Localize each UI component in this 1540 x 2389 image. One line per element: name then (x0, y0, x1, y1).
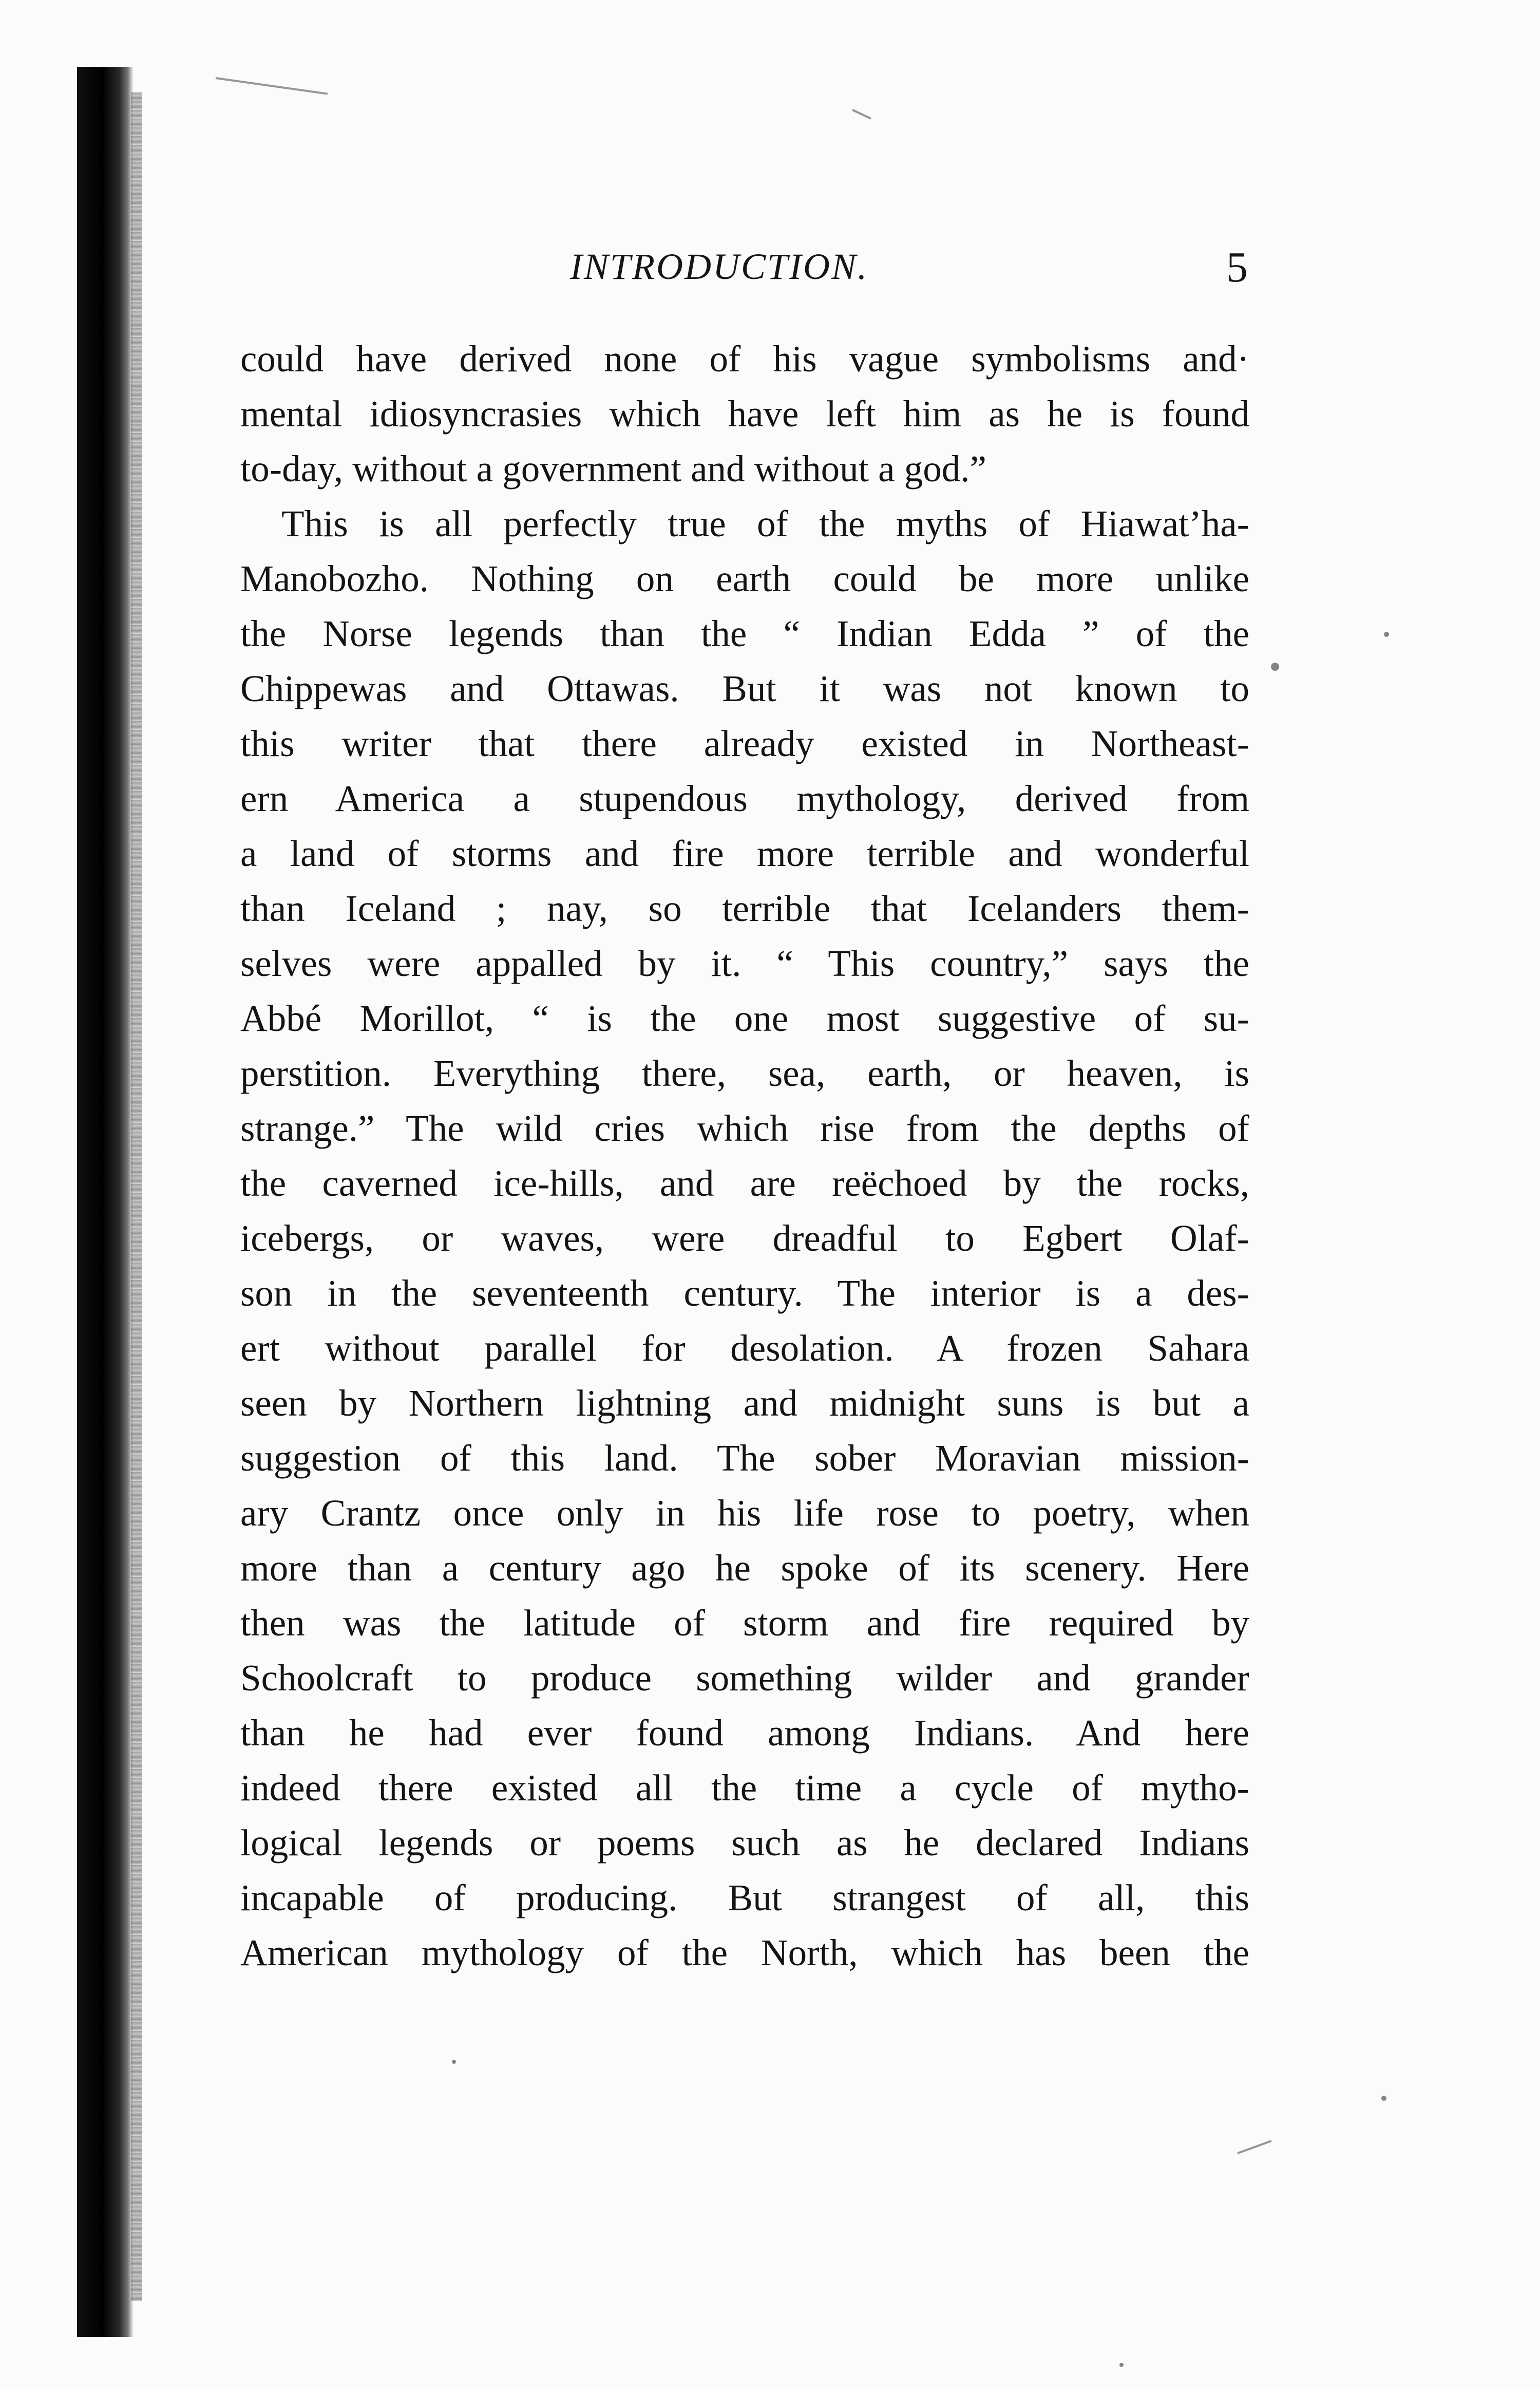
text-line: could have derived none of his vague symbolisms and· (240, 338, 1249, 380)
binding-gutter (77, 67, 134, 2337)
text-line: selves were appalled by it. “ This country,” says the (240, 943, 1249, 984)
text-line: then was the latitude of storm and fire required by (240, 1602, 1249, 1644)
scan-mark (216, 77, 328, 95)
text-line: more than a century ago he spoke of its scenery. Here (240, 1547, 1249, 1589)
text-line: icebergs, or waves, were dreadful to Egbert Olaf- (240, 1217, 1249, 1259)
scan-mark (1237, 2140, 1271, 2154)
text-line: Schoolcraft to produce something wilder and grander (240, 1657, 1249, 1699)
text-line: This is all perfectly true of the myths of Hiawat’ha- (281, 503, 1249, 544)
scan-mark (852, 109, 871, 120)
body-text (240, 331, 1249, 1980)
text-line: incapable of producing. But strangest of all, this (240, 1877, 1249, 1918)
running-title: INTRODUCTION. (570, 246, 869, 287)
scan-speck (1384, 632, 1389, 637)
text-line: than Iceland ; nay, so terrible that Icelanders them- (240, 888, 1249, 929)
scan-speck (452, 2060, 456, 2064)
text-line: this writer that there already existed in Northeast- (240, 723, 1249, 764)
scan-speck (1271, 663, 1279, 671)
scan-speck (1119, 2363, 1124, 2367)
text-line: ert without parallel for desolation. A frozen Sahara (240, 1327, 1249, 1369)
text-line: Abbé Morillot, “ is the one most suggestive of su- (240, 998, 1249, 1039)
text-line: perstition. Everything there, sea, earth, or heaven, is (240, 1052, 1249, 1094)
text-line: ary Crantz once only in his life rose to poetry, when (240, 1492, 1249, 1534)
text-line: Chippewas and Ottawas. But it was not known to (240, 668, 1249, 709)
running-header (241, 243, 1248, 302)
text-line: a land of storms and fire more terrible and wonderful (240, 833, 1249, 874)
page-number: 5 (1226, 243, 1248, 291)
text-line: the caverned ice-hills, and are reëchoed by the rocks, (240, 1162, 1249, 1204)
text-line: strange.” The wild cries which rise from the depths of (240, 1107, 1249, 1149)
text-line: suggestion of this land. The sober Moravian mission- (240, 1437, 1249, 1479)
text-line: Manobozho. Nothing on earth could be more unlike (240, 558, 1249, 599)
text-line: to-day, without a government and without a god.” (240, 448, 986, 490)
binding-edge (131, 92, 142, 2301)
text-line: than he had ever found among Indians. And here (240, 1712, 1249, 1754)
text-line: indeed there existed all the time a cycle of mytho- (240, 1767, 1249, 1809)
text-line: ern America a stupendous mythology, derived from (240, 778, 1249, 819)
text-line: son in the seventeenth century. The interior is a des- (240, 1272, 1249, 1314)
text-line: seen by Northern lightning and midnight suns is but a (240, 1382, 1249, 1424)
text-line: the Norse legends than the “ Indian Edda ” of the (240, 613, 1249, 654)
text-line: logical legends or poems such as he declared Indians (240, 1822, 1249, 1864)
text-line: American mythology of the North, which has been the (240, 1932, 1249, 1973)
scan-speck (1381, 2096, 1386, 2101)
text-line: mental idiosyncrasies which have left him as he is found (240, 393, 1249, 435)
